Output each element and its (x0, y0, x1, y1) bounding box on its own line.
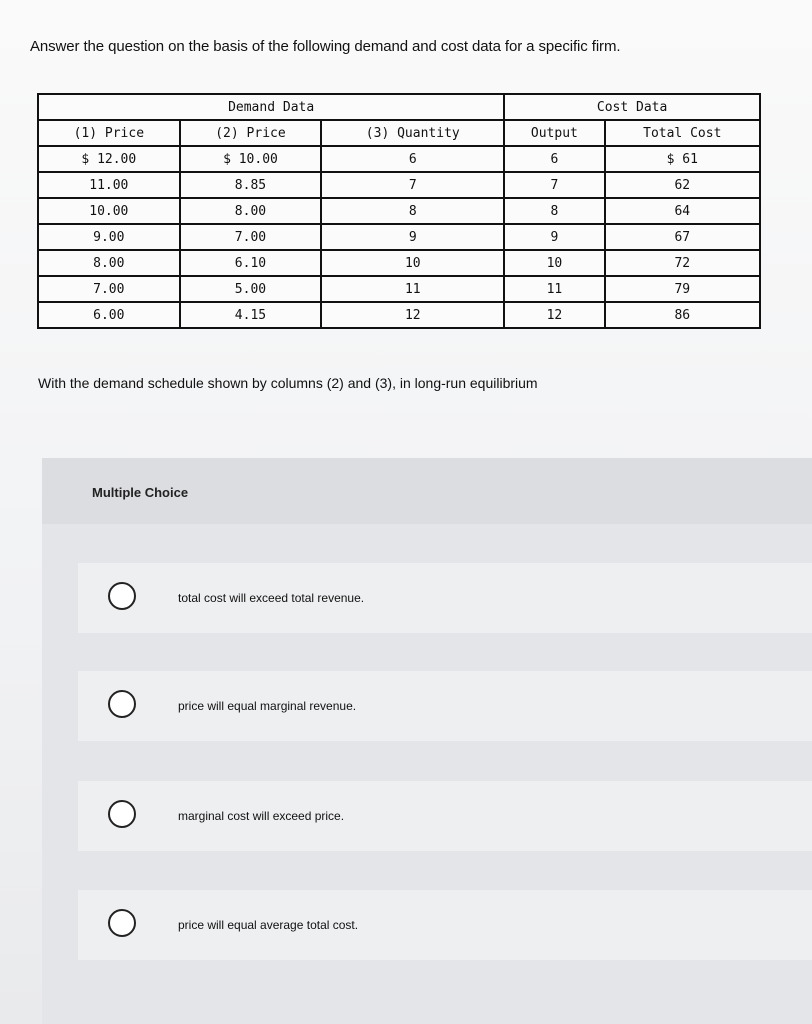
cell-price-1: 9.00 (38, 224, 180, 250)
cell-total-cost: 62 (605, 172, 760, 198)
cell-price-1: 10.00 (38, 198, 180, 224)
table-row (38, 172, 760, 198)
cell-quantity: 12 (321, 302, 504, 328)
cell-total-cost: 67 (605, 224, 760, 250)
table-group-header-row (38, 94, 760, 120)
choice-option-3[interactable] (78, 781, 812, 851)
multiple-choice-title: Multiple Choice (92, 485, 189, 500)
cell-price-2: $ 10.00 (180, 146, 322, 172)
radio-button-icon[interactable] (108, 800, 136, 828)
table-row (38, 224, 760, 250)
multiple-choice-header (42, 458, 812, 524)
cell-quantity: 6 (321, 146, 504, 172)
cell-total-cost: $ 61 (605, 146, 760, 172)
cell-price-2: 7.00 (180, 224, 322, 250)
table-row (38, 302, 760, 328)
cell-price-2: 8.00 (180, 198, 322, 224)
cell-price-2: 4.15 (180, 302, 322, 328)
demand-data-header: Demand Data (38, 94, 504, 120)
cell-output: 11 (504, 276, 604, 302)
cell-price-2: 6.10 (180, 250, 322, 276)
table-column-header-row (38, 120, 760, 146)
cell-total-cost: 64 (605, 198, 760, 224)
choice-option-2[interactable] (78, 671, 812, 741)
radio-button-icon[interactable] (108, 909, 136, 937)
cell-output: 10 (504, 250, 604, 276)
cell-price-2: 8.85 (180, 172, 322, 198)
table-row (38, 250, 760, 276)
cell-output: 12 (504, 302, 604, 328)
table-row (38, 198, 760, 224)
cell-output: 9 (504, 224, 604, 250)
cell-quantity: 10 (321, 250, 504, 276)
demand-cost-table (37, 93, 761, 329)
radio-button-icon[interactable] (108, 690, 136, 718)
cell-output: 8 (504, 198, 604, 224)
column-header-output: Output (504, 120, 604, 146)
table-row (38, 276, 760, 302)
column-header-total-cost: Total Cost (605, 120, 760, 146)
multiple-choice-panel (42, 458, 812, 1024)
column-header-price-2: (2) Price (180, 120, 322, 146)
cell-output: 7 (504, 172, 604, 198)
choice-option-label: price will equal marginal revenue. (178, 699, 357, 713)
column-header-price-1: (1) Price (38, 120, 180, 146)
cell-price-1: 11.00 (38, 172, 180, 198)
choice-option-label: price will equal average total cost. (178, 918, 359, 932)
cell-quantity: 11 (321, 276, 504, 302)
cell-quantity: 9 (321, 224, 504, 250)
choice-option-4[interactable] (78, 890, 812, 960)
cell-price-1: 6.00 (38, 302, 180, 328)
cell-quantity: 8 (321, 198, 504, 224)
cell-price-1: $ 12.00 (38, 146, 180, 172)
cell-price-2: 5.00 (180, 276, 322, 302)
cell-total-cost: 86 (605, 302, 760, 328)
cell-quantity: 7 (321, 172, 504, 198)
cell-total-cost: 72 (605, 250, 760, 276)
question-header: Answer the question on the basis of the following demand and cost data for a specific firm. (30, 38, 621, 55)
cell-price-1: 7.00 (38, 276, 180, 302)
table-row (38, 146, 760, 172)
question-prompt: With the demand schedule shown by columns (2) and (3), in long-run equilibrium (38, 375, 538, 391)
cell-price-1: 8.00 (38, 250, 180, 276)
column-header-quantity: (3) Quantity (321, 120, 504, 146)
radio-button-icon[interactable] (108, 582, 136, 610)
choice-option-1[interactable] (78, 563, 812, 633)
cell-total-cost: 79 (605, 276, 760, 302)
choice-option-label: marginal cost will exceed price. (178, 809, 345, 823)
cost-data-header: Cost Data (504, 94, 760, 120)
cell-output: 6 (504, 146, 604, 172)
choice-option-label: total cost will exceed total revenue. (178, 591, 365, 605)
